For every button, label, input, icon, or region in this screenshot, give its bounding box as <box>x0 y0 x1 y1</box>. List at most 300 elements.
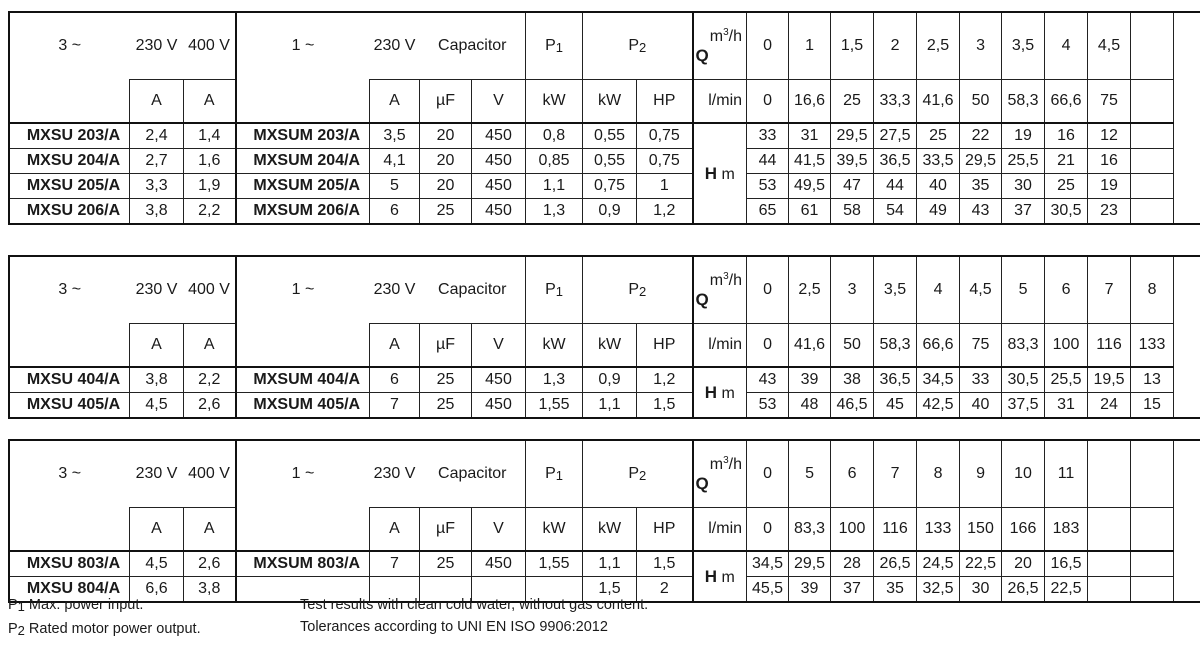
p1-note: P1 Max. power input. <box>8 597 144 614</box>
head-value: 23 <box>1088 199 1131 224</box>
q-lmin-value: 75 <box>1088 80 1131 124</box>
head-value: 35 <box>960 174 1002 199</box>
performance-table-2 <box>9 256 1200 418</box>
blank-header <box>10 508 130 552</box>
q-lmin-value: 83,3 <box>1002 324 1045 368</box>
header-text: 1 <box>555 468 563 483</box>
q-lmin-value: 0 <box>747 508 789 552</box>
model-single-phase: MXSUM 206/A <box>236 199 370 224</box>
p1-kw: 1,55 <box>526 551 583 577</box>
head-unit: m <box>721 384 735 402</box>
unit-uf-header: µF <box>420 508 472 552</box>
head-value: 37,5 <box>1002 393 1045 418</box>
test-conditions-note: Test results with clean cold water, without gas content. <box>300 597 649 613</box>
current-400v: 2,2 <box>184 199 236 224</box>
unit-v-header: V <box>472 80 526 124</box>
v230-single-header: 230 V <box>370 441 420 508</box>
q-lmin-value <box>1131 508 1174 552</box>
q-m3h-value: 3 <box>831 257 874 324</box>
q-lmin-value: 50 <box>960 80 1002 124</box>
head-value: 47 <box>831 174 874 199</box>
blank-header <box>236 80 370 124</box>
unit-a-header: A <box>370 508 420 552</box>
q-m3h-value: 4 <box>917 257 960 324</box>
p2-hp: 1,5 <box>637 551 693 577</box>
head-value: 45 <box>874 393 917 418</box>
q-lmin-value: 133 <box>917 508 960 552</box>
q-lmin-value: 50 <box>831 324 874 368</box>
capacitor-v: 450 <box>472 199 526 224</box>
head-value: 54 <box>874 199 917 224</box>
p2-header <box>583 13 693 80</box>
head-value: 26,5 <box>874 551 917 577</box>
p2-hp: 0,75 <box>637 123 693 149</box>
unit-a-header: A <box>370 80 420 124</box>
q-m3h-value: 4 <box>1045 13 1088 80</box>
head-value: 19 <box>1002 123 1045 149</box>
current-230v: 4,5 <box>130 551 184 577</box>
head-value: 25 <box>917 123 960 149</box>
head-value: 49,5 <box>789 174 831 199</box>
q-m3h-value <box>1131 441 1174 508</box>
q-lmin-label: l/min <box>693 508 747 552</box>
head-h-symbol: H <box>704 566 718 586</box>
capacitor-uf: 20 <box>420 174 472 199</box>
q-lmin-value: 41,6 <box>917 80 960 124</box>
unit-kw-header: kW <box>526 324 583 368</box>
q-m3h-value: 10 <box>1002 441 1045 508</box>
head-value <box>1131 174 1174 199</box>
head-value: 36,5 <box>874 149 917 174</box>
footer-notes-left <box>8 594 201 642</box>
table-row <box>10 393 1200 418</box>
head-value: 33,5 <box>917 149 960 174</box>
head-value: 34,5 <box>917 367 960 393</box>
q-m3h-value: 1,5 <box>831 13 874 80</box>
table-row <box>10 149 1200 174</box>
blank-header <box>10 324 130 368</box>
model-single-phase: MXSUM 803/A <box>236 551 370 577</box>
p1-kw: 1,55 <box>526 393 583 418</box>
p1-kw: 0,85 <box>526 149 583 174</box>
q-m3h-value <box>1088 441 1131 508</box>
q-lmin-value: 16,6 <box>789 80 831 124</box>
head-value: 58 <box>831 199 874 224</box>
p2-note: P2 Rated motor power output. <box>8 621 201 638</box>
q-lmin-value: 66,6 <box>1045 80 1088 124</box>
q-m3h-value: 8 <box>917 441 960 508</box>
current-230v: 3,8 <box>130 199 184 224</box>
current-single-230v: 5 <box>370 174 420 199</box>
footer-notes-right <box>300 594 648 638</box>
capacitor-v: 450 <box>472 149 526 174</box>
current-single-230v: 7 <box>370 551 420 577</box>
current-400v: 2,2 <box>184 367 236 393</box>
unit-a-header: A <box>184 80 236 124</box>
table-row <box>10 123 1200 149</box>
capacitor-header: Capacitor <box>420 257 526 324</box>
q-m3h-label <box>693 257 747 324</box>
q-lmin-value: 58,3 <box>874 324 917 368</box>
q-lmin-value <box>1131 80 1174 124</box>
q-lmin-value: 100 <box>1045 324 1088 368</box>
header-text: m <box>709 27 724 45</box>
head-value: 30,5 <box>1002 367 1045 393</box>
head-value: 19 <box>1088 174 1131 199</box>
head-value: 30,5 <box>1045 199 1088 224</box>
head-value: 44 <box>874 174 917 199</box>
header-text: Q <box>695 45 709 65</box>
p2-header <box>583 257 693 324</box>
head-value: 25,5 <box>1002 149 1045 174</box>
q-lmin-value: 58,3 <box>1002 80 1045 124</box>
tolerance-note: Tolerances according to UNI EN ISO 9906:2012 <box>300 619 608 635</box>
head-value: 27,5 <box>874 123 917 149</box>
unit-uf-header: µF <box>420 80 472 124</box>
header-text: 1 <box>555 40 563 55</box>
unit-a-header: A <box>184 508 236 552</box>
q-m3h-value: 5 <box>1002 257 1045 324</box>
head-value: 48 <box>789 393 831 418</box>
current-400v: 3,8 <box>184 577 236 602</box>
q-lmin-value: 0 <box>747 324 789 368</box>
p1-kw: 0,8 <box>526 123 583 149</box>
head-value: 39 <box>789 577 831 602</box>
three-phase-header: 3 ~ <box>10 13 130 80</box>
head-value: 19,5 <box>1088 367 1131 393</box>
capacitor-uf: 20 <box>420 149 472 174</box>
unit-a-header: A <box>130 80 184 124</box>
model-three-phase: MXSU 203/A <box>10 123 130 149</box>
q-lmin-value: 83,3 <box>789 508 831 552</box>
table-row <box>10 367 1200 393</box>
q-m3h-value: 11 <box>1045 441 1088 508</box>
current-400v: 1,4 <box>184 123 236 149</box>
header-text: 3 <box>723 454 729 466</box>
q-m3h-value: 4,5 <box>1088 13 1131 80</box>
p2-kw: 1,1 <box>583 393 637 418</box>
p1-header <box>526 441 583 508</box>
current-single-230v: 6 <box>370 367 420 393</box>
header-text: /h <box>728 455 743 473</box>
p1-header <box>526 257 583 324</box>
three-phase-header: 3 ~ <box>10 441 130 508</box>
header-text: 3 <box>723 270 729 282</box>
head-value: 40 <box>960 393 1002 418</box>
q-m3h-value: 3 <box>960 13 1002 80</box>
capacitor-uf: 25 <box>420 551 472 577</box>
q-m3h-value: 3,5 <box>874 257 917 324</box>
q-lmin-value: 25 <box>831 80 874 124</box>
head-unit: m <box>721 165 735 183</box>
current-single-230v: 3,5 <box>370 123 420 149</box>
head-value: 35 <box>874 577 917 602</box>
model-single-phase: MXSUM 404/A <box>236 367 370 393</box>
head-unit: m <box>721 568 735 586</box>
head-value: 12 <box>1088 123 1131 149</box>
q-m3h-value: 2,5 <box>917 13 960 80</box>
v400-header: 400 V <box>184 257 236 324</box>
head-value: 24,5 <box>917 551 960 577</box>
head-value: 33 <box>960 367 1002 393</box>
head-label <box>693 123 747 224</box>
current-230v: 2,7 <box>130 149 184 174</box>
current-single-230v: 4,1 <box>370 149 420 174</box>
header-text: P <box>545 37 556 54</box>
head-value: 36,5 <box>874 367 917 393</box>
capacitor-uf: 25 <box>420 367 472 393</box>
head-value: 37 <box>1002 199 1045 224</box>
head-value: 16,5 <box>1045 551 1088 577</box>
p2-hp: 1,5 <box>637 393 693 418</box>
unit-kw-header: kW <box>583 508 637 552</box>
p2-kw: 0,55 <box>583 149 637 174</box>
header-text: /h <box>728 27 743 45</box>
model-single-phase: MXSUM 204/A <box>236 149 370 174</box>
unit-kw-header: kW <box>526 80 583 124</box>
q-lmin-value: 66,6 <box>917 324 960 368</box>
head-value: 21 <box>1045 149 1088 174</box>
head-label <box>693 551 747 602</box>
blank-header <box>10 80 130 124</box>
q-m3h-value: 6 <box>831 441 874 508</box>
capacitor-v: 450 <box>472 367 526 393</box>
model-three-phase: MXSU 204/A <box>10 149 130 174</box>
q-m3h-value: 0 <box>747 441 789 508</box>
header-text: /h <box>728 271 743 289</box>
head-value: 16 <box>1045 123 1088 149</box>
model-three-phase: MXSU 804/A <box>10 577 130 602</box>
unit-kw-header: kW <box>583 80 637 124</box>
header-text: 2 <box>638 468 647 483</box>
table-row <box>10 174 1200 199</box>
header-text: P <box>545 281 556 298</box>
p2-kw: 0,9 <box>583 367 637 393</box>
q-lmin-label: l/min <box>693 80 747 124</box>
q-lmin-value: 33,3 <box>874 80 917 124</box>
q-m3h-label <box>693 441 747 508</box>
q-lmin-value <box>1088 508 1131 552</box>
header-text: P <box>628 465 639 482</box>
head-value: 22,5 <box>1045 577 1088 602</box>
capacitor-header: Capacitor <box>420 13 526 80</box>
q-lmin-value: 100 <box>831 508 874 552</box>
q-m3h-value: 0 <box>747 13 789 80</box>
model-three-phase: MXSU 404/A <box>10 367 130 393</box>
unit-v-header: V <box>472 508 526 552</box>
model-three-phase: MXSU 405/A <box>10 393 130 418</box>
unit-hp-header: HP <box>637 508 693 552</box>
v230-single-header: 230 V <box>370 257 420 324</box>
capacitor-v: 450 <box>472 174 526 199</box>
p2-hp: 2 <box>637 577 693 602</box>
head-value: 53 <box>747 174 789 199</box>
head-value: 30 <box>960 577 1002 602</box>
header-text: P <box>628 281 639 298</box>
current-single-230v: 6 <box>370 199 420 224</box>
head-value: 49 <box>917 199 960 224</box>
unit-hp-header: HP <box>637 324 693 368</box>
head-value: 33 <box>747 123 789 149</box>
head-value <box>1131 577 1174 602</box>
head-value: 38 <box>831 367 874 393</box>
q-m3h-value: 7 <box>874 441 917 508</box>
head-h-symbol: H <box>704 382 718 402</box>
head-label <box>693 367 747 418</box>
q-m3h-value: 3,5 <box>1002 13 1045 80</box>
capacitor-v: 450 <box>472 393 526 418</box>
head-h-symbol: H <box>704 163 718 183</box>
q-m3h-value: 9 <box>960 441 1002 508</box>
current-400v: 1,9 <box>184 174 236 199</box>
q-lmin-value: 75 <box>960 324 1002 368</box>
q-lmin-value: 116 <box>874 508 917 552</box>
v400-header: 400 V <box>184 13 236 80</box>
performance-table-1 <box>9 12 1200 224</box>
unit-uf-header: µF <box>420 324 472 368</box>
q-lmin-value: 150 <box>960 508 1002 552</box>
capacitor-uf: 25 <box>420 199 472 224</box>
header-text: P <box>628 37 639 54</box>
head-value: 22 <box>960 123 1002 149</box>
head-value <box>1088 551 1131 577</box>
head-value: 31 <box>789 123 831 149</box>
head-value: 29,5 <box>789 551 831 577</box>
unit-hp-header: HP <box>637 80 693 124</box>
head-value: 46,5 <box>831 393 874 418</box>
head-value: 32,5 <box>917 577 960 602</box>
q-lmin-label: l/min <box>693 324 747 368</box>
head-value: 29,5 <box>831 123 874 149</box>
p1-kw: 1,3 <box>526 199 583 224</box>
head-value: 65 <box>747 199 789 224</box>
current-230v: 3,8 <box>130 367 184 393</box>
three-phase-header: 3 ~ <box>10 257 130 324</box>
header-text: 2 <box>638 284 647 299</box>
current-230v: 6,6 <box>130 577 184 602</box>
q-m3h-label <box>693 13 747 80</box>
head-value <box>1131 149 1174 174</box>
blank-header <box>236 324 370 368</box>
head-value <box>1131 123 1174 149</box>
q-m3h-value: 2 <box>874 13 917 80</box>
head-value: 22,5 <box>960 551 1002 577</box>
head-value: 13 <box>1131 367 1174 393</box>
model-three-phase: MXSU 206/A <box>10 199 130 224</box>
v230-header: 230 V <box>130 257 184 324</box>
header-text: m <box>709 271 724 289</box>
p2-kw: 0,9 <box>583 199 637 224</box>
head-value: 61 <box>789 199 831 224</box>
header-text: 3 <box>723 26 729 38</box>
head-value: 26,5 <box>1002 577 1045 602</box>
q-m3h-value: 2,5 <box>789 257 831 324</box>
q-lmin-value: 166 <box>1002 508 1045 552</box>
v400-header: 400 V <box>184 441 236 508</box>
unit-a-header: A <box>130 508 184 552</box>
current-400v: 1,6 <box>184 149 236 174</box>
p2-kw: 1,1 <box>583 551 637 577</box>
p2-kw: 0,75 <box>583 174 637 199</box>
head-value: 44 <box>747 149 789 174</box>
table-row <box>10 199 1200 224</box>
single-phase-header: 1 ~ <box>236 13 370 80</box>
single-phase-header: 1 ~ <box>236 441 370 508</box>
v230-single-header: 230 V <box>370 13 420 80</box>
model-single-phase: MXSUM 203/A <box>236 123 370 149</box>
head-value: 29,5 <box>960 149 1002 174</box>
v230-header: 230 V <box>130 441 184 508</box>
single-phase-header: 1 ~ <box>236 257 370 324</box>
head-value: 16 <box>1088 149 1131 174</box>
unit-a-header: A <box>130 324 184 368</box>
head-value: 15 <box>1131 393 1174 418</box>
q-lmin-value: 183 <box>1045 508 1088 552</box>
capacitor-uf: 20 <box>420 123 472 149</box>
p2-hp: 1,2 <box>637 199 693 224</box>
unit-kw-header: kW <box>526 508 583 552</box>
p1-header <box>526 13 583 80</box>
header-text: 1 <box>555 284 563 299</box>
header-text: m <box>709 455 724 473</box>
capacitor-v: 450 <box>472 123 526 149</box>
model-three-phase: MXSU 803/A <box>10 551 130 577</box>
current-400v: 2,6 <box>184 551 236 577</box>
q-m3h-value: 6 <box>1045 257 1088 324</box>
p2-kw: 1,5 <box>583 577 637 602</box>
head-value: 30 <box>1002 174 1045 199</box>
head-value: 41,5 <box>789 149 831 174</box>
q-m3h-value: 7 <box>1088 257 1131 324</box>
head-value: 28 <box>831 551 874 577</box>
v230-header: 230 V <box>130 13 184 80</box>
head-value: 42,5 <box>917 393 960 418</box>
capacitor-v: 450 <box>472 551 526 577</box>
q-lmin-value: 116 <box>1088 324 1131 368</box>
table-row <box>10 551 1200 577</box>
current-400v: 2,6 <box>184 393 236 418</box>
p2-hp: 1 <box>637 174 693 199</box>
q-lmin-value: 133 <box>1131 324 1174 368</box>
q-m3h-value: 0 <box>747 257 789 324</box>
q-m3h-value: 8 <box>1131 257 1174 324</box>
blank-header <box>236 508 370 552</box>
capacitor-uf: 25 <box>420 393 472 418</box>
q-m3h-value: 4,5 <box>960 257 1002 324</box>
head-value <box>1131 551 1174 577</box>
head-value: 40 <box>917 174 960 199</box>
capacitor-header: Capacitor <box>420 441 526 508</box>
head-value: 45,5 <box>747 577 789 602</box>
q-m3h-value <box>1131 13 1174 80</box>
head-value: 34,5 <box>747 551 789 577</box>
unit-a-header: A <box>370 324 420 368</box>
q-lmin-value: 41,6 <box>789 324 831 368</box>
head-value: 20 <box>1002 551 1045 577</box>
head-value: 31 <box>1045 393 1088 418</box>
head-value: 37 <box>831 577 874 602</box>
head-value: 43 <box>747 367 789 393</box>
p2-hp: 0,75 <box>637 149 693 174</box>
header-text: 2 <box>638 40 647 55</box>
header-text: Q <box>695 473 709 493</box>
head-value: 25,5 <box>1045 367 1088 393</box>
head-value: 43 <box>960 199 1002 224</box>
q-m3h-value: 5 <box>789 441 831 508</box>
model-single-phase: MXSUM 205/A <box>236 174 370 199</box>
unit-v-header: V <box>472 324 526 368</box>
header-text: Q <box>695 289 709 309</box>
